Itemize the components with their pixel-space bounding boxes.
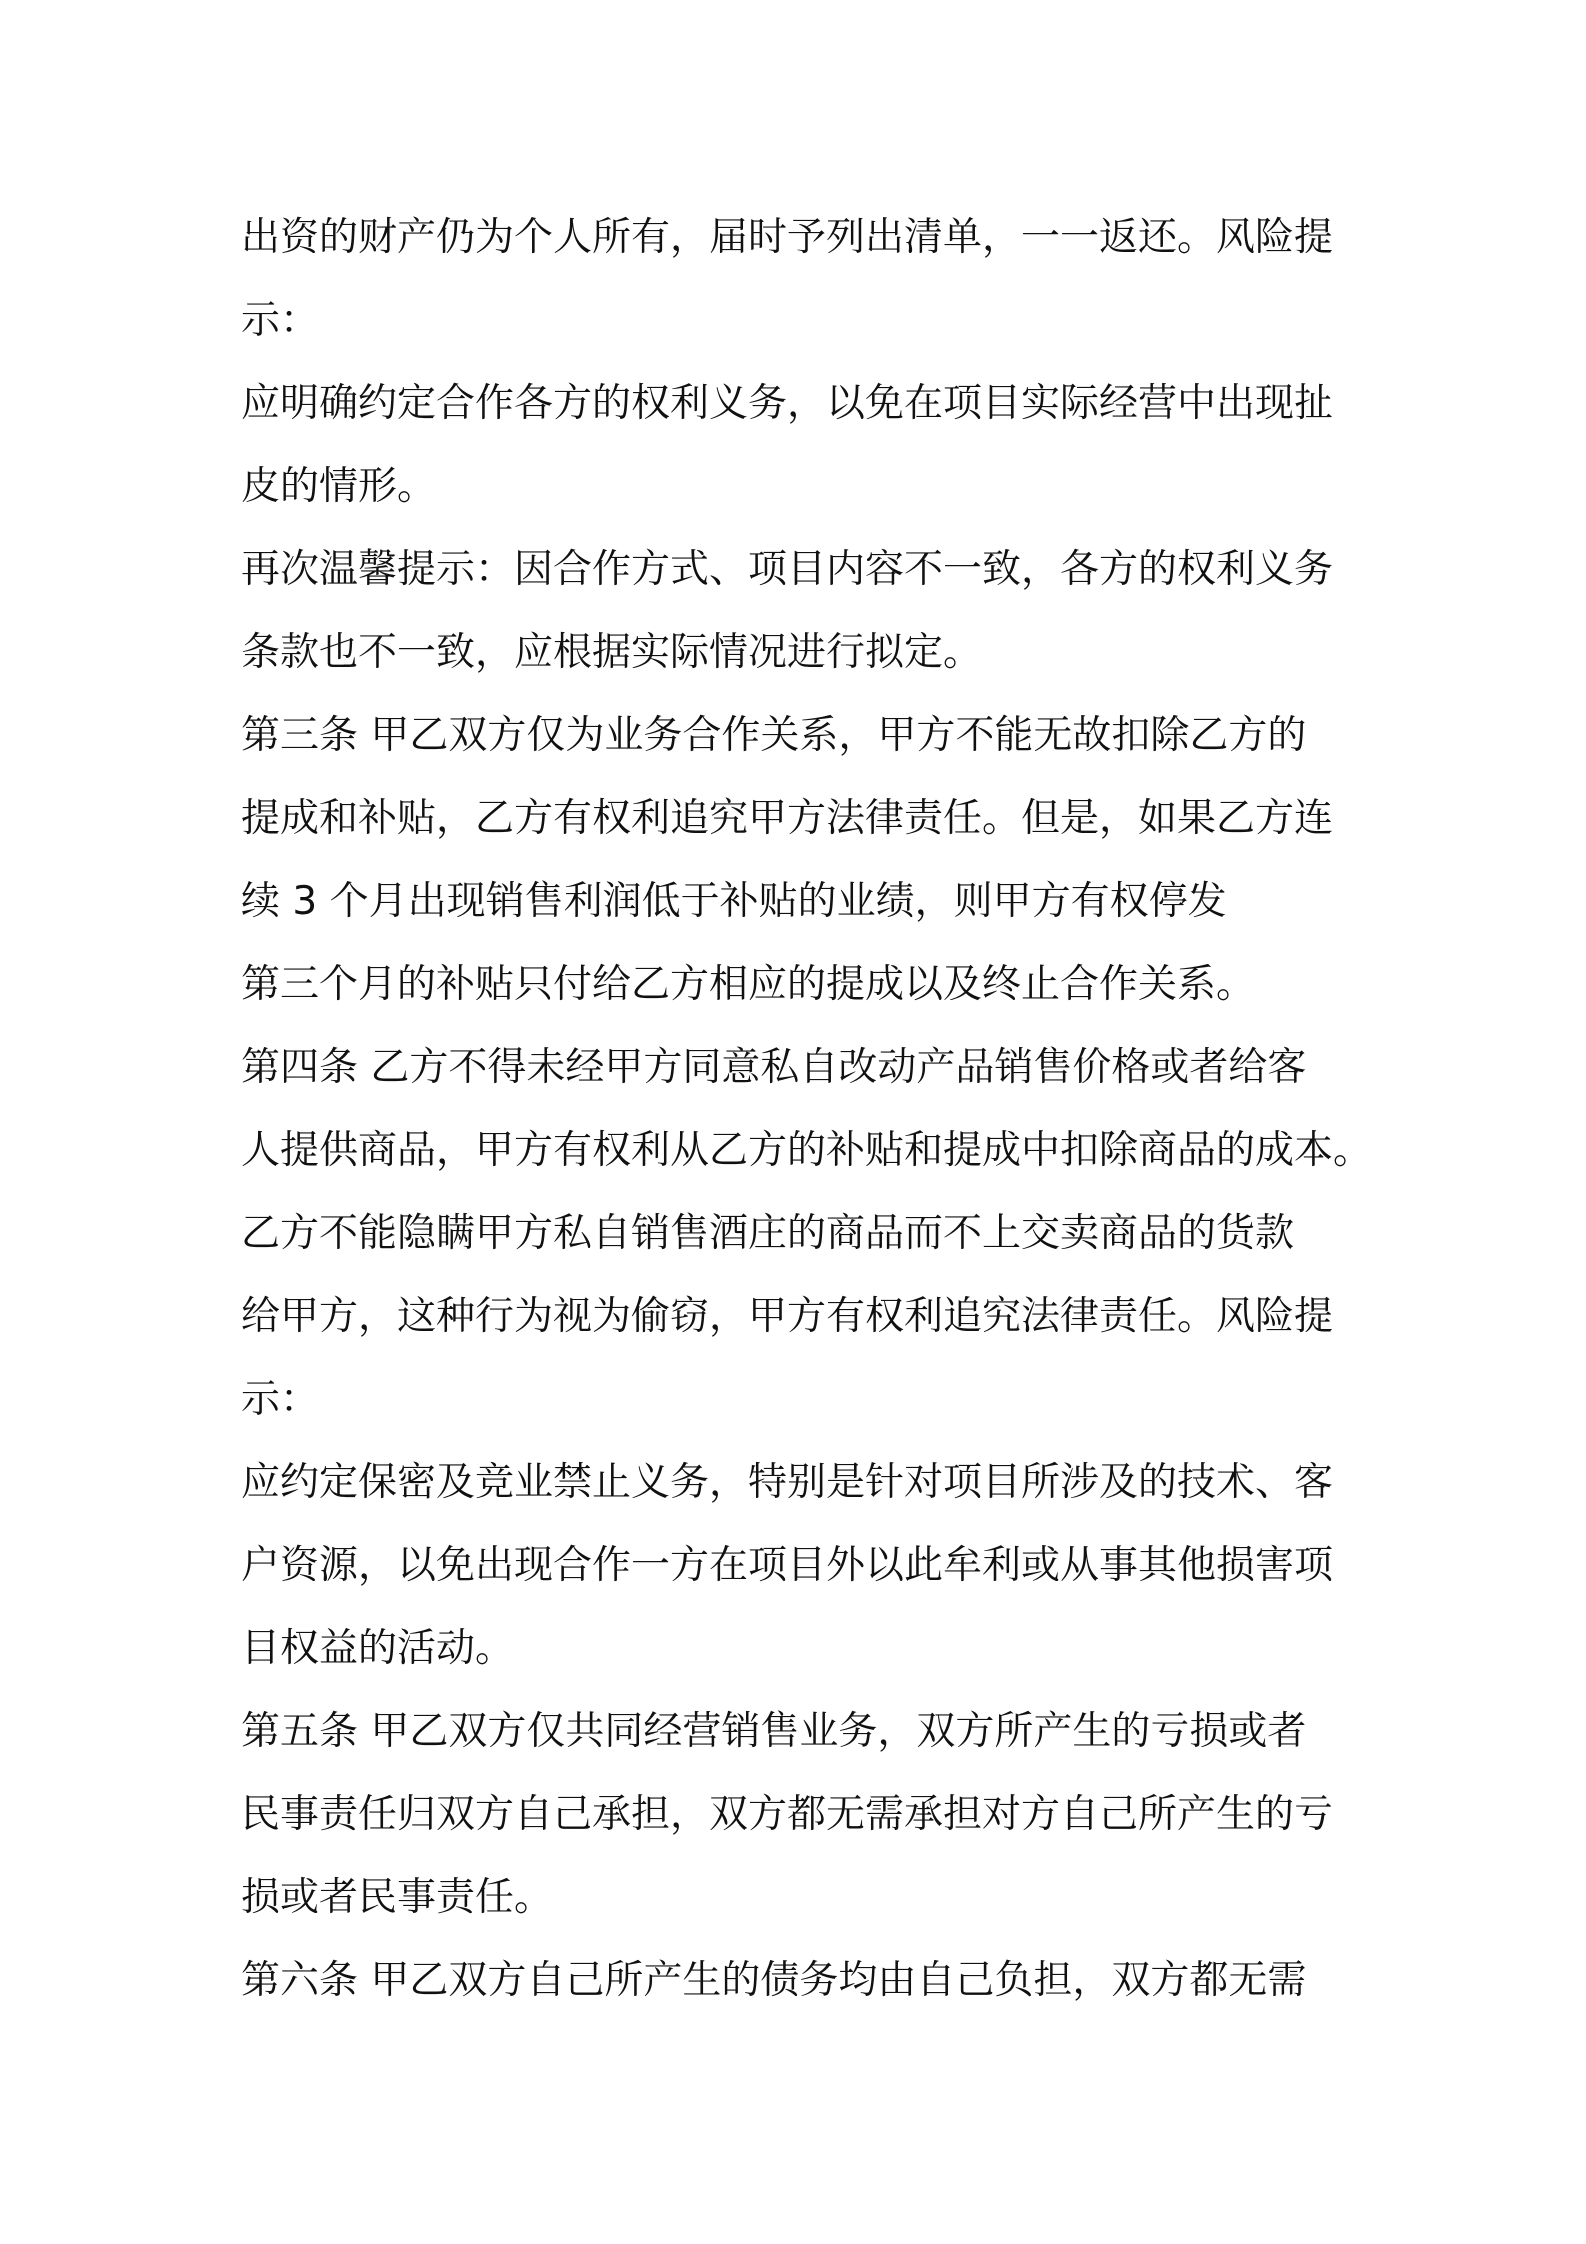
text-line: 目权益的活动。	[241, 1626, 515, 1671]
text-line: 乙方不能隐瞒甲方私自销售酒庄的商品而不上交卖商品的货款	[241, 1211, 1295, 1256]
text-line: 第三条 甲乙双方仅为业务合作关系，甲方不能无故扣除乙方的	[241, 713, 1307, 758]
text-line: 续 3 个月出现销售利润低于补贴的业绩，则甲方有权停发	[241, 879, 1227, 924]
text-line: 皮的情形。	[241, 464, 437, 509]
text-line: 条款也不一致，应根据实际情况进行拟定。	[241, 630, 983, 675]
text-line: 示：	[241, 1377, 320, 1422]
text-line: 损或者民事责任。	[241, 1875, 554, 1920]
text-line: 第五条 甲乙双方仅共同经营销售业务，双方所产生的亏损或者	[241, 1709, 1307, 1754]
text-line: 第四条 乙方不得未经甲方同意私自改动产品销售价格或者给客	[241, 1045, 1307, 1090]
text-line: 给甲方，这种行为视为偷窃，甲方有权利追究法律责任。风险提	[241, 1294, 1334, 1339]
text-line: 第六条 甲乙双方自己所产生的债务均由自己负担，双方都无需	[241, 1958, 1307, 2003]
text-line: 再次温馨提示：因合作方式、项目内容不一致，各方的权利义务	[241, 547, 1334, 592]
document-body	[241, 196, 1381, 2022]
text-line: 第三个月的补贴只付给乙方相应的提成以及终止合作关系。	[241, 962, 1256, 1007]
text-line: 民事责任归双方自己承担，双方都无需承担对方自己所产生的亏	[241, 1792, 1334, 1837]
text-line: 提成和补贴，乙方有权利追究甲方法律责任。但是，如果乙方连	[241, 796, 1334, 841]
text-line: 应明确约定合作各方的权利义务，以免在项目实际经营中出现扯	[241, 381, 1334, 426]
text-line: 示：	[241, 298, 320, 343]
text-line: 应约定保密及竞业禁止义务，特别是针对项目所涉及的技术、客	[241, 1460, 1334, 1505]
text-line: 人提供商品，甲方有权利从乙方的补贴和提成中扣除商品的成本。	[241, 1128, 1373, 1173]
text-line: 户资源，以免出现合作一方在项目外以此牟利或从事其他损害项	[241, 1543, 1334, 1588]
text-line: 出资的财产仍为个人所有，届时予列出清单，一一返还。风险提	[241, 215, 1334, 260]
